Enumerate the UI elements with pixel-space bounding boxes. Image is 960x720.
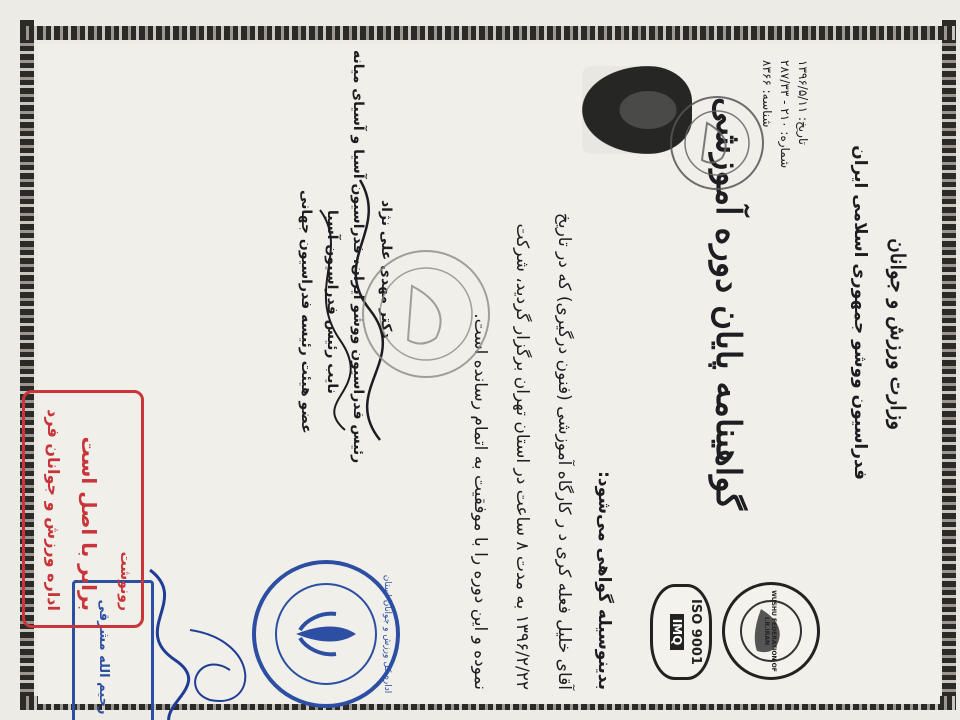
frame-top	[942, 20, 956, 710]
blue-round-stamp	[252, 560, 400, 708]
certificate-line-3: نموده و این دوره را با موفقیت به اتمام رسانده است.	[470, 313, 490, 690]
date-line: تاریخ: ۱۳۹۶/۵/۱۱	[796, 60, 810, 145]
id-line: شناسه: ۸۳۶۶	[760, 60, 774, 128]
red-stamp-line-1: رونوشت	[117, 551, 133, 611]
faint-seal-emblem-icon	[364, 252, 488, 376]
federation-logo-text: WUSHU FEDERATION OF I.R.IRAN	[763, 590, 777, 672]
frame-left	[20, 26, 956, 40]
iso-text: ISO 9001	[688, 599, 703, 665]
signer-role-3: عضو هیئت رئیسه فدراسیون جهانی	[298, 190, 314, 434]
iran-emblem-icon	[256, 564, 396, 704]
certificate-line-2: ۱۳۹۶/۲/۲۲ به مدت ۸ ساعت در استان تهران برگزار گردید، شرکت	[512, 223, 532, 690]
signer-role-1: رئیس فدراسیون ووشو ایران، فدراسیون آسیا و آسیای میانه	[350, 50, 366, 464]
certificate-line-1: آقای خلیل فعله کری د ر کارگاه آموزشی (فنون درگیری) که در تاریخ	[554, 212, 574, 690]
signer-name: دکتر مهدی علی نژاد	[378, 200, 394, 339]
red-stamp-line-3: اداره ورزش و جوانان فرد	[44, 409, 63, 611]
red-stamp-line-2: برابر با اصل است	[77, 436, 101, 611]
ministry-title: وزارت ورزش و جوانان	[886, 238, 910, 430]
certificate-title: گواهینامه پایان دوره آموزشی	[708, 97, 748, 510]
seal-emblem-icon	[672, 98, 762, 188]
federation-logo	[722, 582, 820, 680]
blue-stamp-name: رحیم الله مشرقی	[96, 599, 111, 715]
signer-role-2: نایب رئیس فدراسیون آسیا	[324, 210, 340, 394]
photo-seal	[670, 96, 764, 190]
federation-title: فدراسیون ووشو جمهوری اسلامی ایران	[850, 145, 870, 480]
number-line: شماره: ۲۱۰ - ۲۸۷/۳۳	[778, 60, 792, 169]
imq-text: IMQ	[670, 614, 684, 651]
faint-round-seal	[362, 250, 490, 378]
red-certified-copy-stamp	[22, 390, 144, 628]
iso-badge	[650, 584, 712, 680]
blue-pen-loop	[180, 620, 270, 720]
certificate-intro: بدینوسیله گواهی می‌شود:	[594, 471, 614, 690]
blue-round-stamp-text: اداره کل ورزش و جوانان استان	[382, 574, 392, 694]
